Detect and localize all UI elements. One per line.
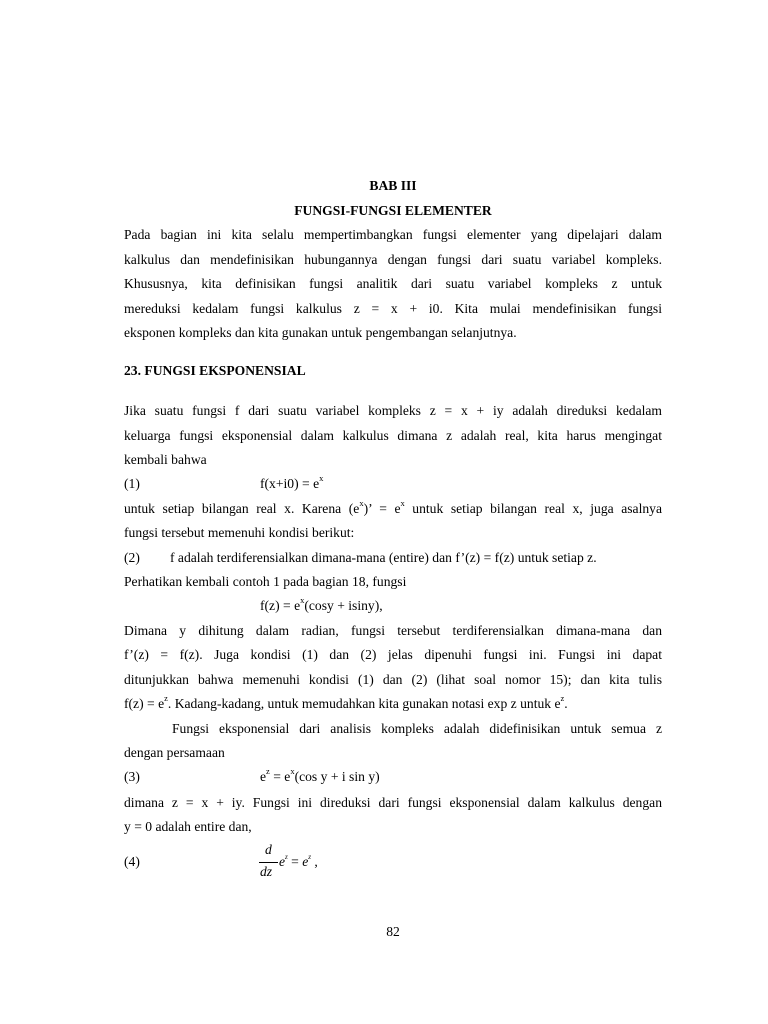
section-heading: 23. FUNGSI EKSPONENSIAL	[124, 363, 306, 378]
para2-line-2: fungsi tersebut memenuhi kondisi berikut:	[124, 525, 355, 540]
para2-line-1: untuk setiap bilangan real x. Karena $(e^x)$’ = $e^x$ untuk setiap bilangan real x, juga asalnya	[124, 498, 662, 516]
para3-line-3: ditunjukkan bahwa memenuhi kondisi (1) dan (2) (lihat soal nomor 15); dan kita tulis	[124, 672, 662, 687]
chapter-title: FUNGSI-FUNGSI ELEMENTER	[294, 203, 492, 218]
example-line: Perhatikan kembali contoh 1 pada bagian 18, fungsi	[124, 574, 407, 589]
para4-line-1: Fungsi eksponensial dari analisis kompleks adalah didefinisikan untuk semua z	[172, 721, 662, 736]
equation-2-text: f adalah terdiferensialkan dimana-mana (entire) dan f’(z) = f(z) untuk setiap z.	[170, 550, 597, 565]
equation-4	[257, 842, 347, 884]
para5-line-1: dimana z = x + iy. Fungsi ini direduksi dari fungsi eksponensial dalam kalkulus dengan	[124, 795, 662, 810]
fraction-bar	[259, 862, 278, 863]
equation-fz: $f(z) = e^x(\cos y + isiny)$,	[260, 595, 383, 613]
intro-line-1: Pada bagian ini kita selalu mempertimbangkan fungsi elementer yang dipelajari dalam	[124, 227, 662, 242]
para3-line-4: $f(z) = e^z$. Kadang-kadang, untuk memudahkan kita gunakan notasi exp z untuk $e^z$.	[124, 693, 568, 711]
intro-line-2: kalkulus dan mendefinisikan hubungannya dengan fungsi dari suatu variabel kompleks.	[124, 252, 662, 267]
chapter-label: BAB III	[369, 178, 417, 193]
equation-1-number: (1)	[124, 476, 140, 491]
para4-line-2: dengan persamaan	[124, 745, 225, 760]
equation-1: $f(x+i0) = e^x$	[260, 473, 324, 491]
para3-line-1: Dimana y dihitung dalam radian, fungsi tersebut terdiferensialkan dimana-mana dan	[124, 623, 662, 638]
equation-3: $e^z = e^x(\cos$ y + i sin y)	[260, 766, 380, 784]
derivative-denominator: dz	[260, 864, 273, 879]
intro-line-3: Khususnya, kita definisikan fungsi analitik dari suatu variabel kompleks z untuk	[124, 276, 662, 291]
equation-3-number: (3)	[124, 769, 140, 784]
equation-2-number: (2)	[124, 550, 140, 565]
para1-line-1: Jika suatu fungsi f dari suatu variabel kompleks z = x + iy adalah direduksi kedalam	[124, 403, 662, 418]
equation-4-number: (4)	[124, 854, 140, 869]
intro-line-5: eksponen kompleks dan kita gunakan untuk pengembangan selanjutnya.	[124, 325, 517, 340]
page-number: 82	[386, 924, 400, 939]
derivative-expression: $e^z = e^z$ ,	[279, 853, 318, 869]
para1-line-3: kembali bahwa	[124, 452, 207, 467]
para1-line-2: keluarga fungsi eksponensial dalam kalkulus dimana z adalah real, kita harus mengingat	[124, 428, 662, 443]
para5-line-2: y = 0 adalah entire dan,	[124, 819, 252, 834]
para3-line-2: f’(z) = f(z). Juga kondisi (1) dan (2) jelas dipenuhi fungsi ini. Fungsi ini dapat	[124, 647, 662, 662]
intro-line-4: mereduksi kedalam fungsi kalkulus z = x + i0. Kita mulai mendefinisikan fungsi	[124, 301, 662, 316]
derivative-numerator: d	[265, 842, 272, 857]
